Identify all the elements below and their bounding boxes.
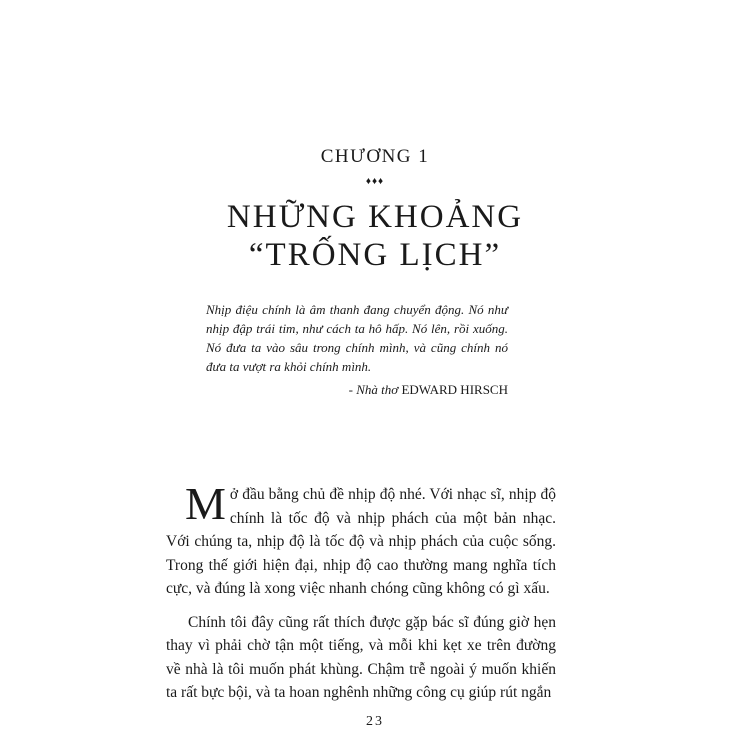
paragraph-2: Chính tôi đây cũng rất thích được gặp bác sĩ đúng giờ hẹn thay vì phải chờ tận một tiếng, và mỗi khi kẹt xe trên đường về nhà là tôi muốn phát khùng. Chậm trễ ngoài ý muốn khiến ta rất bực bội, và ta hoan nghênh những công cụ giúp rút ngắn	[166, 613, 556, 701]
paragraph-1	[166, 478, 556, 601]
drop-cap: M	[185, 478, 226, 529]
ornament-divider: ♦♦♦	[365, 176, 385, 187]
chapter-title	[0, 198, 750, 274]
chapter-title-line-2: “TRỐNG LỊCH”	[248, 237, 502, 273]
epigraph-attribution	[206, 382, 508, 398]
chapter-label: CHƯƠNG 1	[320, 146, 430, 167]
page-number: 23	[366, 714, 384, 729]
paragraph-1-text: ở đầu bằng chủ đề nhịp độ nhé. Với nhạc sĩ, nhịp độ chính là tốc độ và nhịp phách của một bản nhạc. Với chúng ta, nhịp độ là tốc độ và nhịp phách của cuộc sống. Trong thế giới hiện đại, nhịp độ cao thường mang nghĩa tích cực, và đúng là xong việc nhanh chóng cũng không có gì xấu.	[166, 486, 556, 597]
body-text	[166, 478, 556, 705]
chapter-title-line-1: NHỮNG KHOẢNG	[226, 199, 524, 235]
attribution-author: EDWARD HIRSCH	[401, 382, 508, 397]
epigraph-quote: Nhịp điệu chính là âm thanh đang chuyển động. Nó như nhịp đập trái tim, như cách ta hô hấp. Nó lên, rồi xuống. Nó đưa ta vào sâu trong chính mình, và cũng chính nó đưa ta vượt ra khỏi chính mình.	[206, 302, 508, 374]
attribution-prefix: - Nhà thơ	[348, 382, 399, 397]
